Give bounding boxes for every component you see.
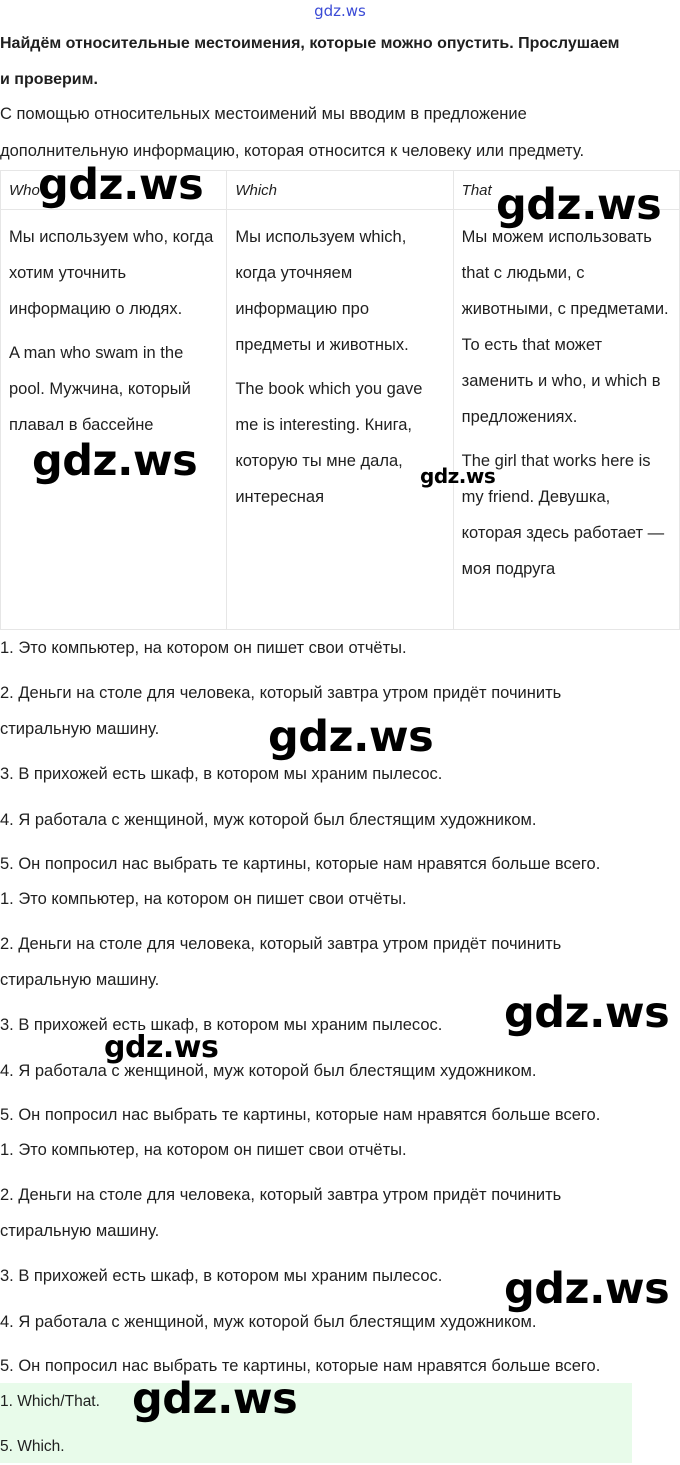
watermark: gdz.ws	[496, 180, 662, 230]
watermark: gdz.ws	[32, 436, 198, 486]
sentence-1: 1. Это компьютер, на котором он пишет свои отчёты.	[0, 639, 407, 657]
watermark: gdz.ws	[504, 1264, 670, 1314]
sentence-2-cont: стиральную машину.	[0, 720, 160, 738]
that-rule: Мы можем использовать that с людьми, с животными, с предметами. То есть that может заменить и who, и which в предложениях.	[461, 228, 669, 426]
watermark: gdz.ws	[104, 1030, 219, 1065]
cell-which	[227, 210, 453, 630]
watermark: gdz.ws	[504, 988, 670, 1038]
sentence-2-cont: стиральную машину.	[0, 1222, 160, 1240]
sentence-5: 5. Он попросил нас выбрать те картины, которые нам нравятся больше всего.	[0, 1357, 601, 1375]
watermark: gdz.ws	[38, 160, 204, 210]
watermark: gdz.ws	[420, 464, 496, 488]
sentence-3: 3. В прихожей есть шкаф, в котором мы храним пылесос.	[0, 1016, 443, 1034]
pronoun-table	[0, 170, 680, 630]
sentence-4: 4. Я работала с женщиной, муж которой был блестящим художником.	[0, 1313, 537, 1331]
watermark: gdz.ws	[132, 1374, 298, 1424]
sentence-1: 1. Это компьютер, на котором он пишет свои отчёты.	[0, 1141, 407, 1159]
sentence-5: 5. Он попросил нас выбрать те картины, которые нам нравятся больше всего.	[0, 855, 601, 873]
heading-line-1: Найдём относительные местоимения, которые можно опустить. Прослушаем	[0, 35, 620, 52]
sentence-2: 2. Деньги на столе для человека, который завтра утром придёт починить	[0, 935, 562, 953]
heading-line-2: и проверим.	[0, 71, 98, 88]
header-that: That	[453, 171, 679, 210]
header-which: Which	[227, 171, 453, 210]
sentence-1: 1. Это компьютер, на котором он пишет свои отчёты.	[0, 890, 407, 908]
sentence-4: 4. Я работала с женщиной, муж которой был блестящим художником.	[0, 1062, 537, 1080]
sentence-3: 3. В прихожей есть шкаф, в котором мы храним пылесос.	[0, 1267, 443, 1285]
intro-line-1: С помощью относительных местоимений мы вводим в предложение	[0, 105, 527, 123]
cell-who	[1, 210, 227, 630]
that-example: The girl that works here is my friend. Девушка, которая здесь работает — моя подруга	[461, 452, 665, 578]
which-rule: Мы используем which, когда уточняем информацию про предметы и животных.	[235, 228, 409, 354]
sentence-5: 5. Он попросил нас выбрать те картины, которые нам нравятся больше всего.	[0, 1106, 601, 1124]
who-rule: Мы используем who, когда хотим уточнить информацию о людях.	[9, 228, 214, 318]
sentence-2-cont: стиральную машину.	[0, 971, 160, 989]
header-who: Who	[1, 171, 227, 210]
cell-that	[453, 210, 679, 630]
intro-line-2: дополнительную информацию, которая относится к человеку или предмету.	[0, 142, 585, 160]
which-example: The book which you gave me is interesting. Книга, которую ты мне дала, интересная	[235, 380, 423, 506]
watermark: gdz.ws	[268, 712, 434, 762]
sentence-2: 2. Деньги на столе для человека, который завтра утром придёт починить	[0, 1186, 562, 1204]
answer-1: 1. Which/That.	[0, 1393, 100, 1410]
sentence-4: 4. Я работала с женщиной, муж которой был блестящим художником.	[0, 811, 537, 829]
who-example: A man who swam in the pool. Мужчина, который плавал в бассейне	[9, 344, 191, 434]
answers-box	[0, 1383, 632, 1463]
sentence-3: 3. В прихожей есть шкаф, в котором мы храним пылесос.	[0, 765, 443, 783]
watermark-top: gdz.ws	[314, 2, 366, 20]
answer-5: 5. Which.	[0, 1438, 65, 1455]
sentence-2: 2. Деньги на столе для человека, который завтра утром придёт починить	[0, 684, 562, 702]
